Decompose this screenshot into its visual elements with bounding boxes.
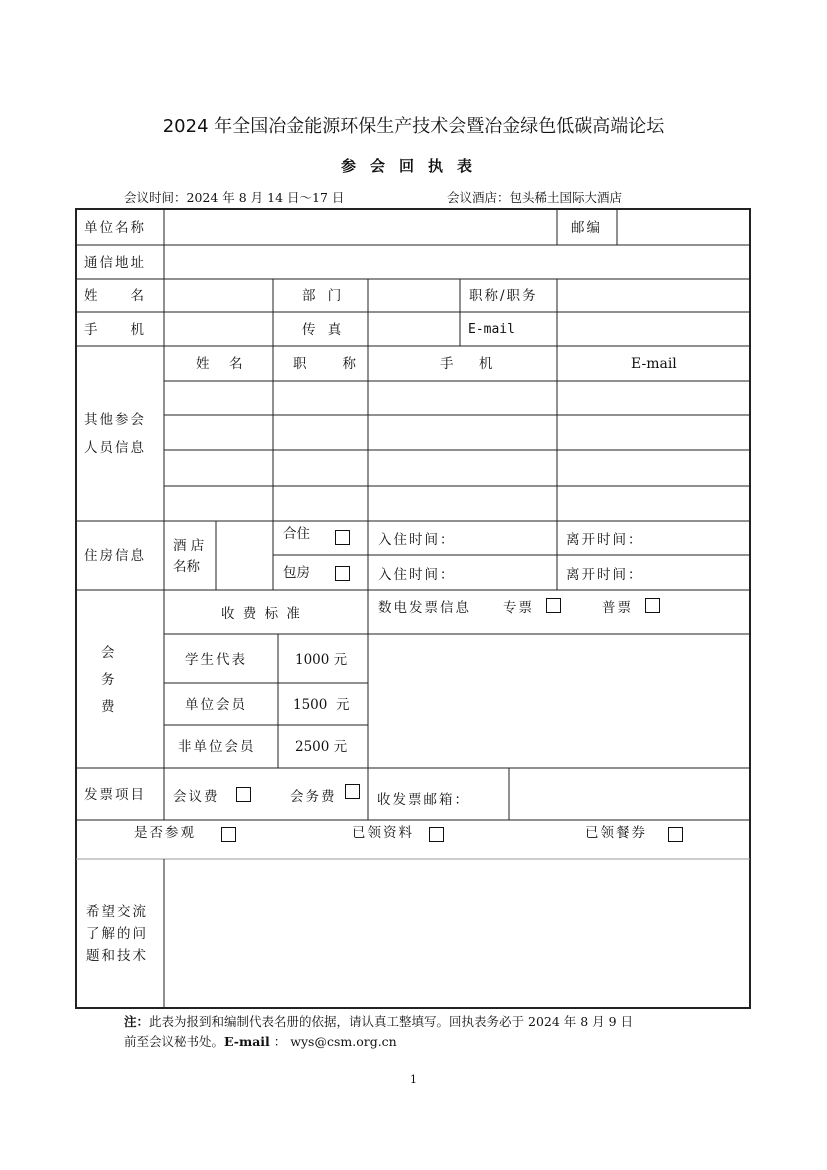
checkout-label-1: 离开时间：: [566, 532, 644, 548]
col-email: E-mail: [631, 356, 677, 372]
visit-label: 是否参观: [134, 825, 196, 841]
page-number: 1: [410, 1073, 417, 1086]
single-room-checkbox[interactable]: [335, 566, 350, 581]
normal-invoice-checkbox[interactable]: [645, 598, 660, 613]
fees-label-3: 费: [101, 699, 115, 715]
single-room-label: 包房: [283, 565, 310, 581]
fee-price-nonmember: 2500 元: [295, 739, 348, 755]
department-label: 部 门: [302, 288, 346, 304]
shared-room-checkbox[interactable]: [335, 530, 350, 545]
note-line2: [124, 1030, 397, 1054]
checkout-label-2: 离开时间：: [566, 567, 644, 583]
topics-label-line1: 希望交流: [86, 904, 148, 920]
special-invoice-checkbox[interactable]: [546, 598, 561, 613]
service-fee-checkbox[interactable]: [345, 784, 360, 799]
meeting-fee-label: 会议费: [173, 789, 220, 805]
fee-type-member: 单位会员: [185, 697, 247, 713]
note-text-1: 此表为报到和编制代表名册的依据，请认真工整填写。回执表务必于 2024 年 8 月 9 日: [149, 1014, 634, 1029]
hotel-name-line1: 酒 店: [173, 538, 205, 554]
name-label: 姓 名: [84, 288, 146, 304]
attendees-label-line1: 其他参会: [84, 412, 146, 428]
fee-price-member: 1500 元: [293, 697, 350, 713]
service-fee-label: 会务费: [290, 789, 337, 805]
attendees-label-line2: 人员信息: [84, 440, 146, 456]
normal-invoice-label: 普票: [602, 600, 633, 616]
hotel-name-line2: 名称: [173, 559, 200, 575]
address-label: 通信地址: [84, 255, 146, 271]
fees-label-2: 务: [101, 672, 115, 688]
fee-type-student: 学生代表: [185, 652, 247, 668]
note-email-label: E-mail: [224, 1034, 270, 1049]
materials-label: 已领资料: [352, 825, 414, 841]
materials-checkbox[interactable]: [429, 827, 444, 842]
note-email-sep: ：: [273, 1034, 287, 1049]
mobile-label: 手 机: [84, 322, 146, 338]
meeting-time: 会议时间：2024 年 8 月 14 日～17 日: [124, 190, 345, 205]
housing-label: 住房信息: [84, 548, 146, 564]
invoice-info-label: 数电发票信息: [378, 600, 471, 616]
note-prefix: 注：: [124, 1014, 150, 1029]
fees-label-1: 会: [101, 645, 115, 661]
meal-ticket-label: 已领餐券: [585, 825, 647, 841]
col-title: 职 称: [293, 356, 359, 372]
fee-standard-label: 收 费 标 准: [221, 606, 302, 622]
fee-price-student: 1000 元: [295, 652, 348, 668]
special-invoice-label: 专票: [503, 600, 534, 616]
fee-type-nonmember: 非单位会员: [178, 739, 256, 755]
topics-label-line2: 了解的问: [86, 926, 148, 942]
invoice-items-label: 发票项目: [84, 787, 146, 803]
note-text-2: 前至会议秘书处。: [124, 1034, 225, 1049]
meal-ticket-checkbox[interactable]: [668, 827, 683, 842]
topics-label-line3: 题和技术: [86, 948, 148, 964]
title-position-label: 职称/职务: [469, 288, 538, 304]
checkin-label-1: 入住时间：: [378, 532, 456, 548]
form-subtitle: 参会回执表: [340, 157, 486, 175]
visit-checkbox[interactable]: [221, 827, 236, 842]
meeting-fee-checkbox[interactable]: [236, 787, 251, 802]
org-name-label: 单位名称: [84, 220, 146, 236]
shared-room-label: 合住: [283, 526, 310, 542]
postcode-label: 邮编: [571, 220, 602, 236]
col-name: 姓 名: [196, 356, 246, 372]
note-email[interactable]: wys@csm.org.cn: [290, 1034, 397, 1049]
email-label: E-mail: [468, 322, 515, 337]
checkin-label-2: 入住时间：: [378, 567, 456, 583]
meeting-hotel: 会议酒店：包头稀土国际大酒店: [447, 190, 623, 205]
col-mobile: 手 机: [440, 356, 499, 372]
invoice-email-label: 收发票邮箱：: [377, 792, 470, 808]
document-title: 2024 年全国冶金能源环保生产技术会暨冶金绿色低碳高端论坛: [162, 116, 665, 137]
fax-label: 传 真: [302, 322, 346, 338]
